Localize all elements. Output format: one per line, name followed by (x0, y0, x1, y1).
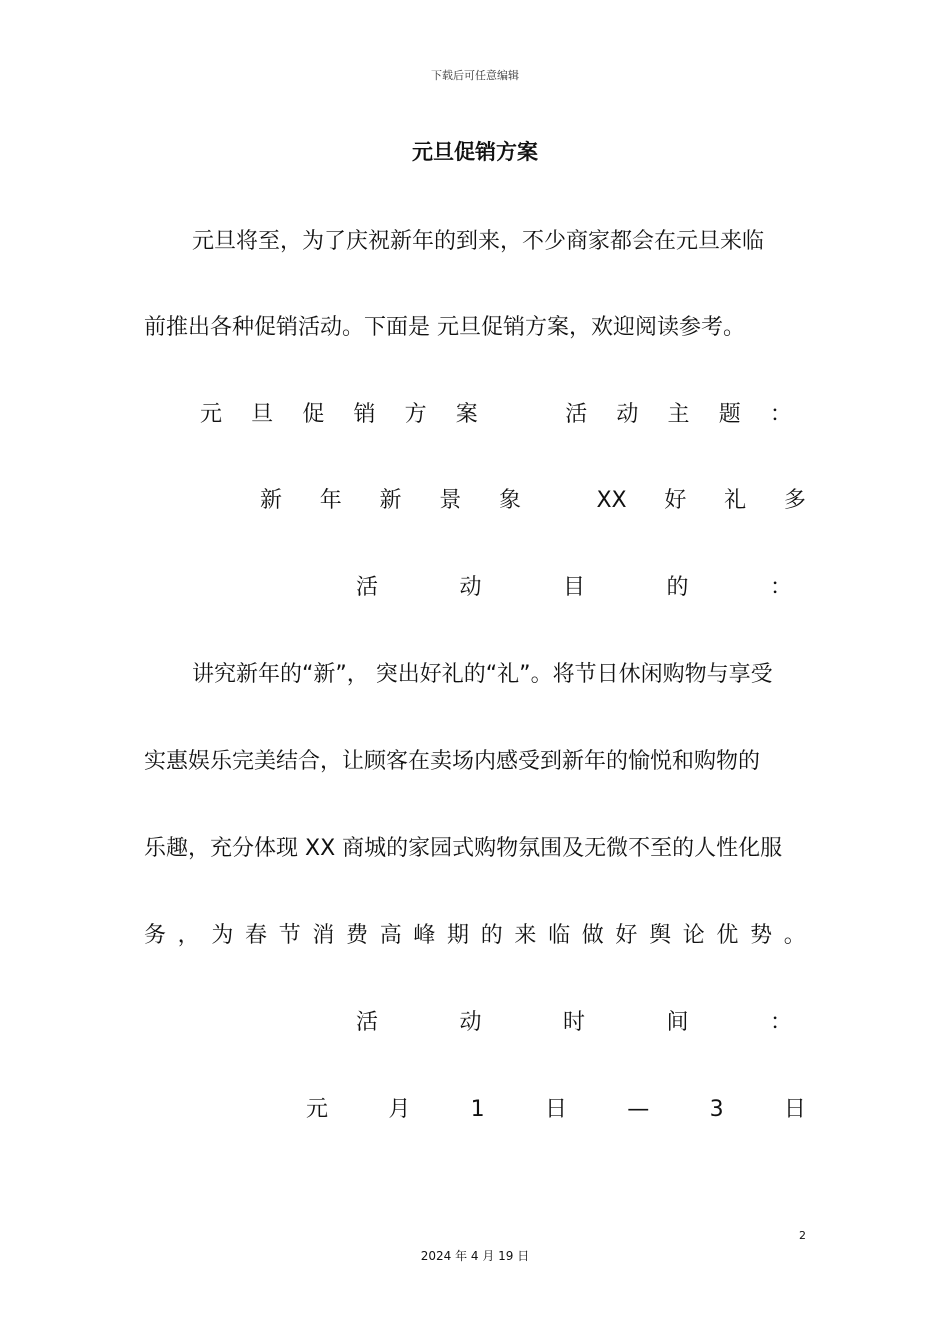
spread-char: 活 (356, 1010, 379, 1035)
spread-char: ， (177, 923, 200, 948)
spread-char: 高 (379, 923, 402, 948)
spread-char: 节 (278, 923, 301, 948)
paragraph-line: 乐趣，充分体现 XX 商城的家园式购物氛围及无微不至的人性化服 (144, 836, 783, 861)
spread-char: 活 (565, 402, 588, 427)
footer-date: 2024 年 4 月 19 日 (420, 1249, 530, 1263)
purpose-heading (356, 573, 792, 603)
spread-char: 月 (388, 1097, 411, 1122)
spread-char: XX (596, 488, 627, 513)
spread-char: 促 (302, 402, 325, 427)
spread-char: 多 (783, 488, 806, 513)
spread-char: 年 (319, 488, 342, 513)
spread-char: 。 (783, 923, 806, 948)
spread-char: 春 (245, 923, 268, 948)
spread-char: — (627, 1097, 650, 1122)
paragraph-line: 讲究新年的“新”， 突出好礼的“礼”。将节日休闲购物与享受 (192, 662, 773, 687)
spread-char: 的 (666, 575, 689, 600)
spread-char: 销 (353, 402, 376, 427)
spread-char: 时 (562, 1010, 585, 1035)
spread-char: 旦 (251, 402, 274, 427)
time-heading (356, 1008, 792, 1038)
spread-char: 期 (447, 923, 470, 948)
theme-line (260, 486, 806, 516)
spread-char: 好 (615, 923, 638, 948)
spread-char: 论 (682, 923, 705, 948)
theme-heading (200, 400, 792, 430)
spread-char: 新 (379, 488, 402, 513)
spread-char: 动 (459, 1010, 482, 1035)
page-number: 2 (799, 1229, 806, 1242)
spread-char: 元 (306, 1097, 329, 1122)
header-note: 下载后可任意编辑 (431, 69, 519, 82)
spread-char: 临 (548, 923, 571, 948)
time-value (306, 1095, 806, 1125)
document-title: 元旦促销方案 (412, 140, 538, 164)
spread-char: 题 (718, 402, 741, 427)
spread-char: ： (769, 402, 792, 427)
spread-char: 费 (346, 923, 369, 948)
spread-char: 方 (404, 402, 427, 427)
spread-char: 元 (200, 402, 223, 427)
spread-char: 做 (581, 923, 604, 948)
spread-char: 好 (664, 488, 687, 513)
spread-char: 1 (470, 1097, 485, 1122)
spread-char: 的 (480, 923, 503, 948)
spread-char: 新 (260, 488, 283, 513)
spread-char: 案 (455, 402, 478, 427)
spread-char: 舆 (649, 923, 672, 948)
spread-char: 优 (716, 923, 739, 948)
spread-char: 活 (356, 575, 379, 600)
spread-char: 目 (562, 575, 585, 600)
spread-char: 动 (616, 402, 639, 427)
paragraph-line (144, 921, 806, 951)
spread-char: 日 (783, 1097, 806, 1122)
spread-char: 势 (750, 923, 773, 948)
spread-char: 务 (144, 923, 167, 948)
spread-char: 峰 (413, 923, 436, 948)
spread-char: 象 (499, 488, 522, 513)
spread-char: 消 (312, 923, 335, 948)
spread-char: 动 (459, 575, 482, 600)
paragraph-line: 前推出各种促销活动。下面是 元旦促销方案，欢迎阅读参考。 (144, 315, 745, 340)
spread-char: 礼 (724, 488, 747, 513)
spread-char: ： (769, 1010, 792, 1035)
spread-char: 来 (514, 923, 537, 948)
spread-char: 为 (211, 923, 234, 948)
spread-char: 景 (439, 488, 462, 513)
spread-char: 间 (666, 1010, 689, 1035)
spread-char: 3 (709, 1097, 724, 1122)
spread-char: 日 (544, 1097, 567, 1122)
paragraph-line: 实惠娱乐完美结合，让顾客在卖场内感受到新年的愉悦和购物的 (144, 749, 761, 774)
spread-char: 主 (667, 402, 690, 427)
paragraph-line: 元旦将至，为了庆祝新年的到来，不少商家都会在元旦来临 (192, 229, 765, 254)
spread-char: ： (769, 575, 792, 600)
